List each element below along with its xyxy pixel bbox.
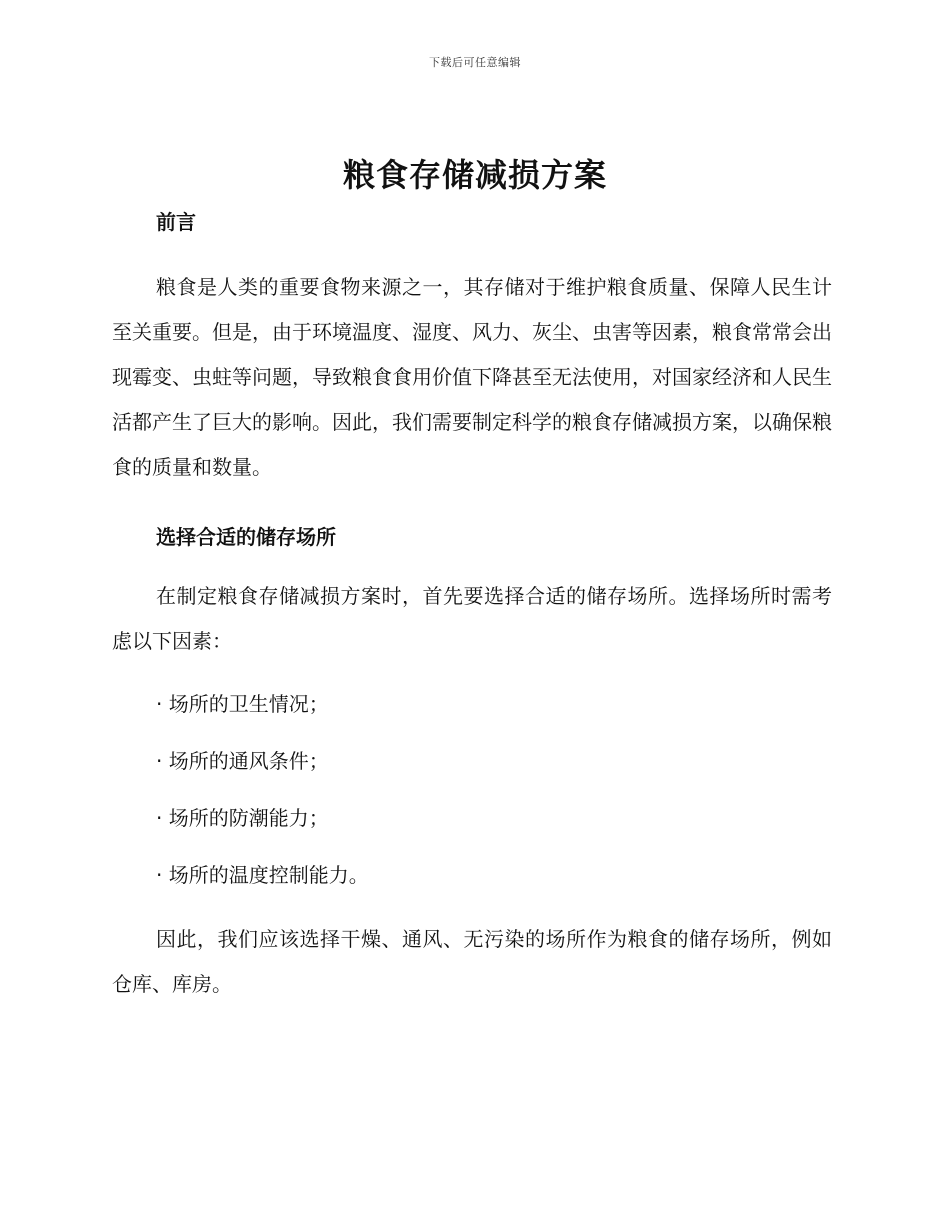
document-body [112,205,832,1007]
section-heading-preface: 前言 [156,210,196,234]
preface-paragraph: 粮食是人类的重要食物来源之一，其存储对于维护粮食质量、保障人民生计至关重要。但是，由于环境温度、湿度、风力、灰尘、虫害等因素，粮食常常会出现霉变、虫蛀等问题，导致粮食食用价值下降甚至无法使用，对国家经济和人民生活都产生了巨大的影响。因此，我们需要制定科学的粮食存储减损方案，以确保粮食的质量和数量。 [112,275,832,479]
document-title: 粮食存储减损方案 [342,156,607,194]
list-item-hygiene: · 场所的卫生情况； [156,692,329,716]
storage-site-paragraph: 在制定粮食存储减损方案时，首先要选择合适的储存场所。选择场所时需考虑以下因素： [112,584,832,653]
list-item-temperature-control: · 场所的温度控制能力。 [156,863,369,887]
section-heading-storage-site: 选择合适的储存场所 [156,525,336,549]
storage-site-conclusion: 因此，我们应该选择干燥、通风、无污染的场所作为粮食的储存场所，例如仓库、库房。 [112,927,832,996]
header-note: 下载后可任意编辑 [429,56,521,69]
list-item-moisture-proof: · 场所的防潮能力； [156,806,329,830]
list-item-ventilation: · 场所的通风条件； [156,749,329,773]
